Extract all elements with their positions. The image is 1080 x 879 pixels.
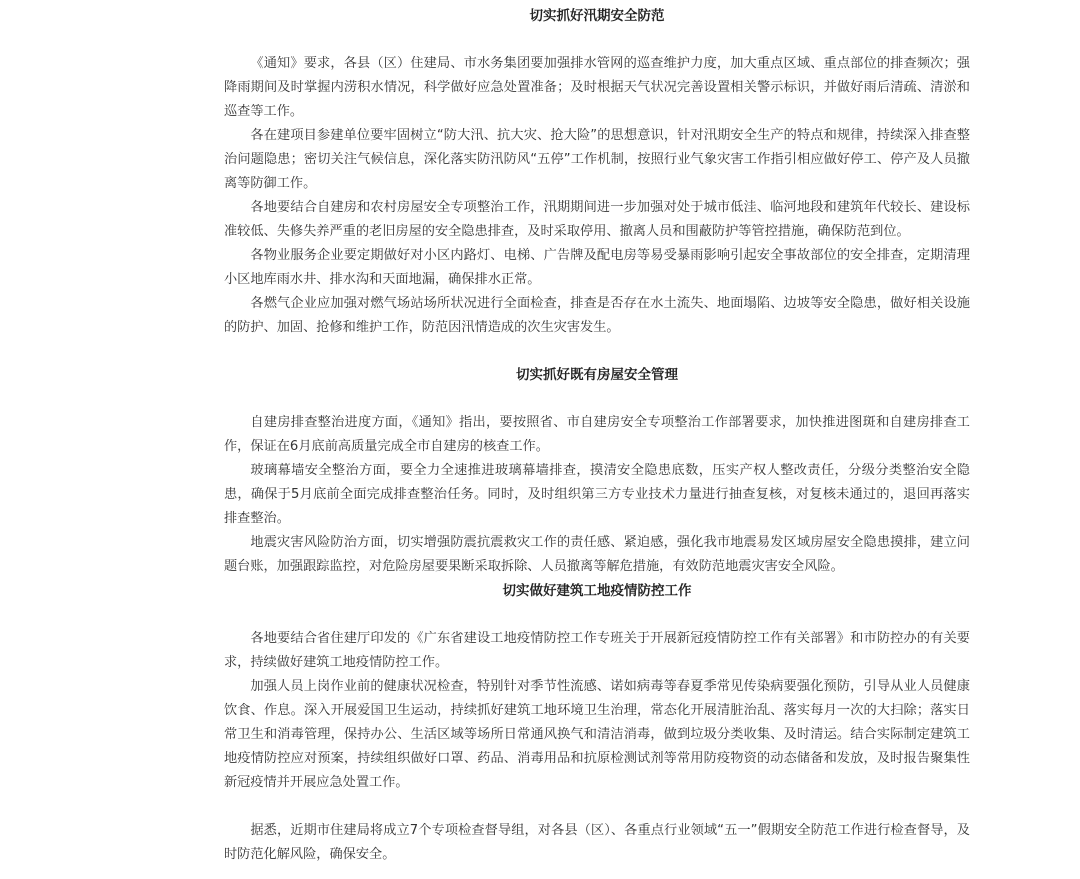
paragraph: 加强人员上岗作业前的健康状况检查，特别针对季节性流感、诺如病毒等春夏季常见传染病要强化预防，引导从业人员健康饮食、作息。深入开展爱国卫生运动，持续抓好建筑工地环境卫生治理，常态化开展清脏治乱、落实每月一次的大扫除；落实日常卫生和消毒管理，保持办公、生活区域等场所日常通风换气和清洁消毒，做到垃圾分类收集、及时清运。结合实际制定建筑工地疫情防控应对预案，持续组织做好口罩、药品、消毒用品和抗原检测试剂等常用防疫物资的动态储备和发放，及时报告聚集性新冠疫情并开展应急处置工作。 <box>224 679 970 790</box>
section-flood-safety <box>224 52 970 340</box>
paragraph: 玻璃幕墙安全整治方面，要全力全速推进玻璃幕墙排查，摸清安全隐患底数，压实产权人整改责任，分级分类整治安全隐患，确保于5月底前全面完成排查整治任务。同时，及时组织第三方专业技术力量进行抽查复核，对复核未通过的，退回再落实排查整治。 <box>224 463 970 526</box>
section-housing-safety <box>224 411 970 579</box>
section-title-epidemic-control: 切实做好建筑工地疫情防控工作 <box>502 583 692 599</box>
closing-paragraph: 据悉，近期市住建局将成立7个专项检查督导组，对各县（区）、各重点行业领域“五一”假期安全防范工作进行检查督导，及时防范化解风险，确保安全。 <box>224 823 970 862</box>
paragraph: 地震灾害风险防治方面，切实增强防震抗震救灾工作的责任感、紧迫感，强化我市地震易发区域房屋安全隐患摸排，建立问题台账，加强跟踪监控，对危险房屋要果断采取拆除、人员撤离等解危措施，有效防范地震灾害安全风险。 <box>224 535 970 574</box>
paragraph: 自建房排查整治进度方面，《通知》指出，要按照省、市自建房安全专项整治工作部署要求，加快推进图斑和自建房排查工作，保证在6月底前高质量完成全市自建房的核查工作。 <box>224 415 970 454</box>
paragraph: 各在建项目参建单位要牢固树立“防大汛、抗大灾、抢大险”的思想意识，针对汛期安全生产的特点和规律，持续深入排查整治问题隐患；密切关注气候信息，深化落实防汛防风“五停”工作机制，按照行业气象灾害工作指引相应做好停工、停产及人员撤离等防御工作。 <box>224 128 970 191</box>
paragraph: 各燃气企业应加强对燃气场站场所状况进行全面检查，排查是否存在水土流失、地面塌陷、边坡等安全隐患，做好相关设施的防护、加固、抢修和维护工作，防范因汛情造成的次生灾害发生。 <box>224 296 970 335</box>
closing-block <box>224 819 970 867</box>
paragraph: 各地要结合省住建厅印发的《广东省建设工地疫情防控工作专班关于开展新冠疫情防控工作有关部署》和市防控办的有关要求，持续做好建筑工地疫情防控工作。 <box>224 631 970 670</box>
paragraph: 《通知》要求，各县（区）住建局、市水务集团要加强排水管网的巡查维护力度，加大重点区域、重点部位的排查频次；强降雨期间及时掌握内涝积水情况，科学做好应急处置准备；及时根据天气状况完善设置相关警示标识，并做好雨后清疏、清淤和巡查等工作。 <box>224 56 970 119</box>
section-epidemic-control <box>224 627 970 795</box>
section-title-flood-safety: 切实抓好汛期安全防范 <box>529 8 665 24</box>
section-title-housing-safety: 切实抓好既有房屋安全管理 <box>516 367 678 383</box>
paragraph: 各物业服务企业要定期做好对小区内路灯、电梯、广告牌及配电房等易受暴雨影响引起安全事故部位的安全排查，定期清理小区地库雨水井、排水沟和天面地漏，确保排水正常。 <box>224 248 970 287</box>
paragraph: 各地要结合自建房和农村房屋安全专项整治工作，汛期期间进一步加强对处于城市低洼、临河地段和建筑年代较长、建设标准较低、失修失养严重的老旧房屋的安全隐患排查，及时采取停用、撤离人员和围蔽防护等管控措施，确保防范到位。 <box>224 200 970 239</box>
